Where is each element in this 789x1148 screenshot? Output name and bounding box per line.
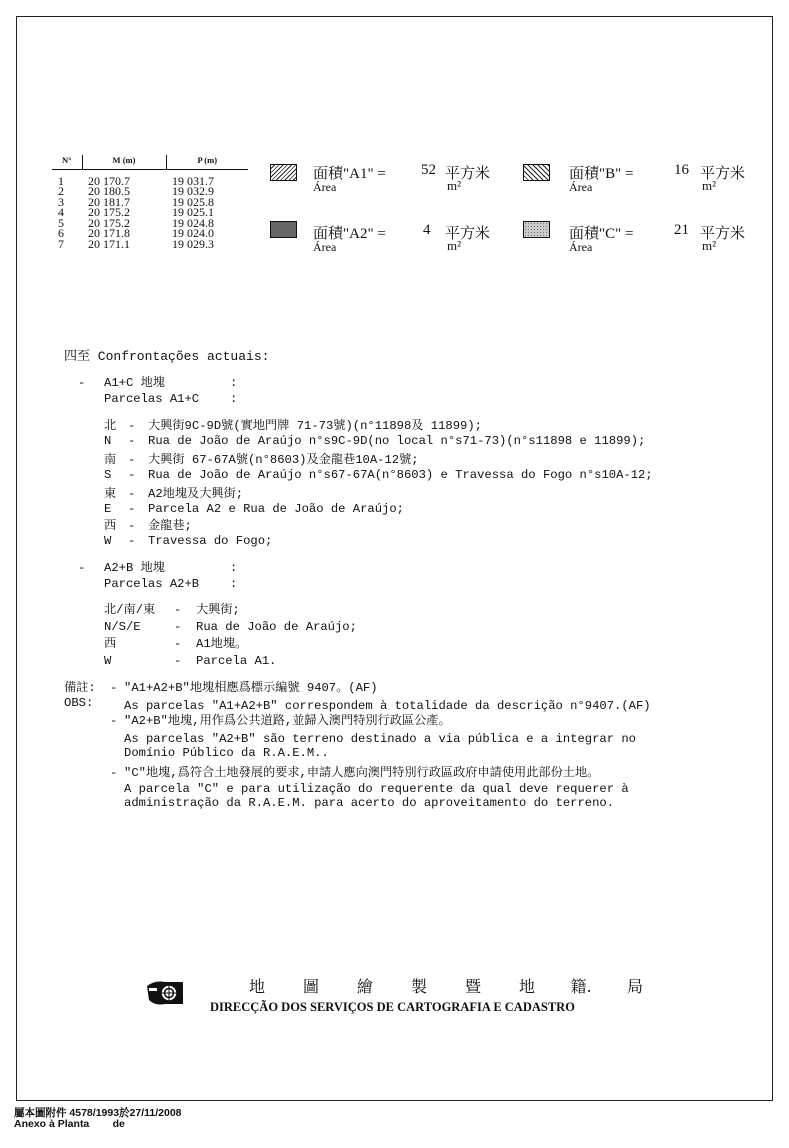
- table-row: [52, 228, 248, 239]
- table-cell-num: 2: [58, 184, 64, 198]
- note-dash: -: [110, 681, 118, 695]
- table-cell-num: 6: [58, 226, 64, 240]
- notes-label-pt: OBS:: [64, 696, 94, 710]
- group1-line-dir: 南: [104, 453, 117, 467]
- area-c-label-pt: Área: [569, 240, 593, 254]
- note-2-line-3: Domínio Público da R.A.E.M..: [124, 746, 329, 760]
- group1-line-dir: W: [104, 534, 112, 548]
- note-3-line-3: administração da R.A.E.M. para acerto do aproveitamento do terreno.: [124, 796, 615, 810]
- group2-line-text: A1地塊。: [196, 637, 248, 651]
- group2-line-text: Rua de João de Araújo;: [196, 620, 357, 634]
- group2-line-text: Parcela A1.: [196, 654, 277, 668]
- table-cell-p: 19 024.8: [172, 215, 214, 230]
- group1-line-text: Rua de João de Araújo n°s9C-9D(no local n°s71-73)(n°s11898 e 11899);: [148, 434, 646, 448]
- group1-line-dir: 西: [104, 519, 117, 533]
- table-cell-m: 20 175.2: [88, 205, 130, 219]
- area-b-unit-cn: 平方米: [700, 166, 746, 182]
- table-cell-m: 20 180.5: [88, 184, 130, 198]
- group2-colon-cn: :: [230, 561, 238, 575]
- confrontacoes-heading: 四至 Confrontações actuais:: [64, 349, 270, 364]
- table-cell-p: 19 025.1: [172, 205, 214, 219]
- table-cell-p: 19 024.0: [172, 226, 214, 240]
- footer-cn-char: 暨: [464, 977, 481, 996]
- table-row: [52, 218, 248, 229]
- table-cell-num: 5: [58, 215, 64, 230]
- group2-title-cn: A2+B 地塊: [104, 561, 165, 575]
- dscc-logo-icon: [145, 976, 187, 1010]
- group2-line-dash: -: [174, 637, 182, 651]
- footer-cn-char: 地: [248, 977, 265, 996]
- note-1-line-2: As parcelas "A1+A2+B" correspondem à totalidade da descrição n°9407.(AF): [124, 699, 651, 713]
- table-cell-m: 20 170.7: [88, 173, 130, 188]
- group1-line-dash: -: [128, 534, 136, 548]
- table-cell-m: 20 171.8: [88, 226, 130, 240]
- table-cell-num: 4: [58, 205, 64, 219]
- group1-line-dash: -: [128, 502, 136, 516]
- group2-line-dir: 西: [104, 637, 117, 651]
- table-cell-num: 3: [58, 194, 64, 209]
- area-b-unit: m²: [702, 178, 717, 193]
- group1-line-text: 大興街9C-9D號(實地門牌 71-73號)(n°11898及 11899);: [148, 419, 482, 433]
- group1-line-dash: -: [128, 519, 136, 533]
- group1-colon-cn: :: [230, 376, 238, 390]
- group2-line-dir: N/S/E: [104, 620, 141, 634]
- area-b-swatch: [523, 164, 550, 181]
- group2-line-dash: -: [174, 654, 182, 668]
- table-cell-p: 19 032.9: [172, 184, 214, 198]
- area-a2-unit-cn: 平方米: [445, 226, 491, 242]
- table-cell-num: 7: [58, 236, 64, 251]
- group1-line-dash: -: [128, 419, 136, 433]
- group1-line-text: 大興街 67-67A號(n°8603)及金龍巷10A-12號;: [148, 453, 419, 467]
- coordinate-table: [52, 155, 248, 249]
- area-a2-label-pt: Área: [313, 240, 337, 254]
- table-cell-m: 20 171.1: [88, 236, 130, 251]
- group1-line-dash: -: [128, 453, 136, 467]
- group1-title-pt: Parcelas A1+C: [104, 392, 200, 406]
- group2-line-dir: 北/南/東: [104, 603, 156, 617]
- area-c-value: 21: [674, 222, 689, 238]
- group2-line-dir: W: [104, 654, 112, 668]
- group1-line-dir: 東: [104, 487, 117, 501]
- table-row: [52, 207, 248, 218]
- group1-line-text: Travessa do Fogo;: [148, 534, 273, 548]
- group1-line-dash: -: [128, 434, 136, 448]
- note-3-line-1: "C"地塊,爲符合土地發展的要求,申請人應向澳門特別行政區政府申請使用此部份土地。: [124, 766, 600, 780]
- footer-agency-name-cn: [230, 974, 662, 997]
- group1-line-dir: N: [104, 434, 112, 448]
- area-b-label: 面積"B" =: [569, 166, 634, 182]
- area-a2-value: 4: [423, 222, 431, 238]
- table-cell-p: 19 029.3: [172, 236, 214, 251]
- table-cell-num: 1: [58, 173, 64, 188]
- note-2-line-2: As parcelas "A2+B" são terreno destinado a via pública e a integrar no: [124, 732, 636, 746]
- group2-line-dash: -: [174, 620, 182, 634]
- group2-title-pt: Parcelas A2+B: [104, 577, 200, 591]
- group2-colon-pt: :: [230, 577, 238, 591]
- footer-cn-char: 局: [626, 977, 643, 996]
- group1-title-cn: A1+C 地塊: [104, 376, 165, 390]
- note-2-line-1: "A2+B"地塊,用作爲公共道路,並歸入澳門特別行政區公產。: [124, 714, 451, 728]
- table-row: [52, 197, 248, 208]
- area-c-swatch: [523, 221, 550, 238]
- area-c-label: 面積"C" =: [569, 226, 634, 242]
- group1-dash: -: [78, 376, 86, 390]
- area-a2-label: 面積"A2" =: [313, 226, 386, 242]
- table-row: [52, 239, 248, 250]
- col-header-m: M (m): [82, 155, 166, 169]
- col-header-p: P (m): [166, 155, 248, 169]
- area-a1-label-pt: Área: [313, 180, 337, 194]
- table-row: [52, 169, 248, 186]
- notes-label-cn: 備註:: [64, 681, 96, 695]
- note-3-line-2: A parcela "C" e para utilização do requerente da qual deve requerer à: [124, 782, 629, 796]
- group1-colon-pt: :: [230, 392, 238, 406]
- footer-cn-char: 繪: [356, 977, 373, 996]
- note-dash: -: [110, 714, 118, 728]
- table-cell-m: 20 181.7: [88, 194, 130, 209]
- group2-line-dash: -: [174, 603, 182, 617]
- group1-line-text: Parcela A2 e Rua de João de Araújo;: [148, 502, 404, 516]
- group1-line-dir: S: [104, 468, 112, 482]
- area-a1-value: 52: [421, 162, 436, 178]
- group1-line-text: A2地塊及大興街;: [148, 487, 244, 501]
- group1-line-dir: 北: [104, 419, 117, 433]
- note-dash: -: [110, 766, 118, 780]
- area-c-unit-cn: 平方米: [700, 226, 746, 242]
- group2-dash: -: [78, 561, 86, 575]
- table-cell-p: 19 031.7: [172, 173, 214, 188]
- area-a1-swatch: [270, 164, 297, 181]
- area-a1-unit: m²: [447, 178, 462, 193]
- area-b-label-pt: Área: [569, 180, 593, 194]
- table-row: [52, 186, 248, 197]
- note-1-line-1: "A1+A2+B"地塊相應爲標示編號 9407。(AF): [124, 681, 378, 695]
- annex-line-1: 屬本圖附件 4578/1993於27/11/2008: [14, 1107, 182, 1119]
- area-a2-swatch: [270, 221, 297, 238]
- col-header-number: N°: [52, 155, 82, 169]
- footer-cn-char: 圖: [302, 977, 319, 996]
- group1-line-dash: -: [128, 487, 136, 501]
- table-cell-m: 20 175.2: [88, 215, 130, 230]
- group2-line-text: 大興街;: [196, 603, 240, 617]
- area-b-value: 16: [674, 162, 689, 178]
- annex-line-2: Anexo à Planta de: [14, 1118, 125, 1130]
- area-a2-unit: m²: [447, 238, 462, 253]
- area-a1-unit-cn: 平方米: [445, 166, 491, 182]
- footer-cn-char: 製: [410, 977, 427, 996]
- group1-line-dir: E: [104, 502, 112, 516]
- group1-line-text: 金龍巷;: [148, 519, 192, 533]
- footer-cn-char: 籍.: [570, 977, 592, 996]
- footer-cn-char: 地: [518, 977, 535, 996]
- area-a1-label: 面積"A1" =: [313, 166, 386, 182]
- area-c-unit: m²: [702, 238, 717, 253]
- footer-agency-name-pt: DIRECÇÃO DOS SERVIÇOS DE CARTOGRAFIA E CADASTRO: [210, 1000, 575, 1014]
- table-cell-p: 19 025.8: [172, 194, 214, 209]
- group1-line-dash: -: [128, 468, 136, 482]
- group1-line-text: Rua de João de Araújo n°s67-67A(n°8603) e Travessa do Fogo n°s10A-12;: [148, 468, 653, 482]
